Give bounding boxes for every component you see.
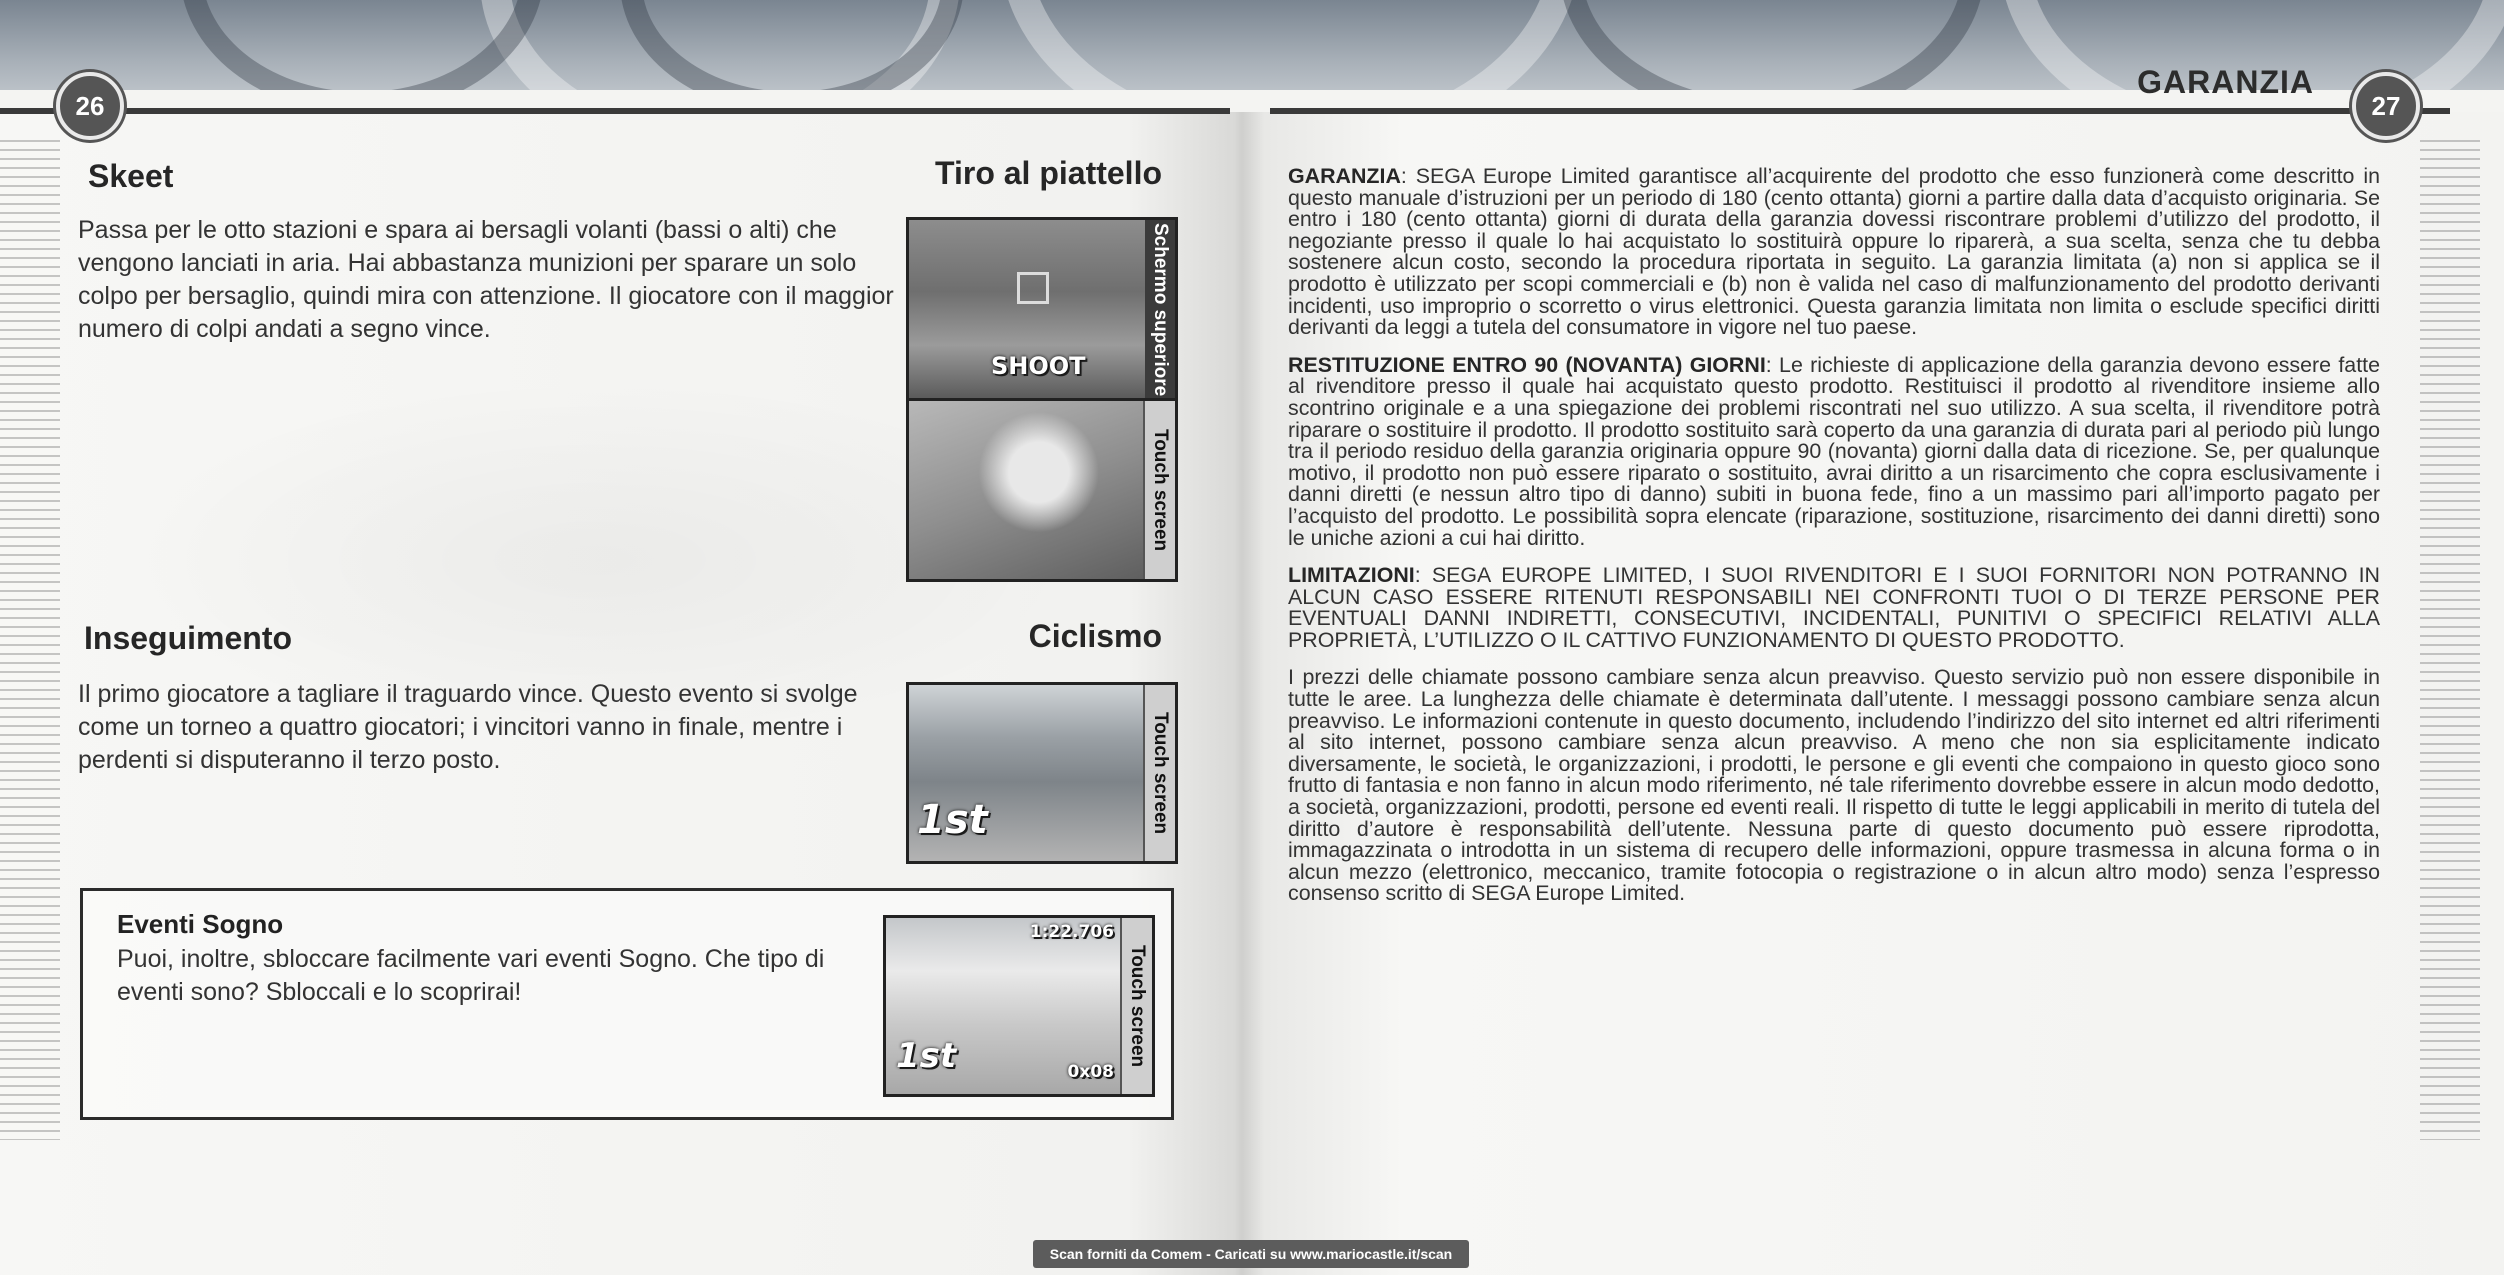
lead-garanzia: GARANZIA xyxy=(1288,164,1401,188)
position-overlay: 1st xyxy=(896,1036,957,1076)
lead-restituzione: RESTITUZIONE ENTRO 90 (NOVANTA) GIORNI xyxy=(1288,352,1766,377)
scan-credit-tag: Scan forniti da Comem - Caricati su www.mariocastle.it/scan xyxy=(1033,1240,1469,1268)
timer-readout: 1:22.706 xyxy=(1029,922,1114,942)
left-edge-stripes xyxy=(0,140,60,1140)
crosshair-icon xyxy=(1017,272,1049,304)
screenshot-skeet-bottom xyxy=(906,398,1178,582)
counter-readout: 0x08 xyxy=(1067,1062,1114,1082)
left-rule xyxy=(0,108,1230,114)
box-title: Eventi Sogno xyxy=(117,909,284,939)
paragraph-garanzia: GARANZIA: SEGA Europe Limited garantisce all’acquirente del prodotto che esso funzionerà come descritto in questo manuale d’istruzioni per un periodo di 180 (cento ottanta) giorni a partire dalla data d’acquisto originaria. Se entro i 180 (cento ottanta) giorni di durata della garanzia dovessi riscontrare problemi d’utilizzo del prodotto, il negoziante presso il quale lo hai acquistato lo sostituirà oppure lo riparerà, a sua scelta, senza che tu debba sostenere alcun costo, secondo la procedura riportata in seguito. La garanzia limitata (a) non si applica se il prodotto è utilizzato per scopi commerciali e (b) non è valida nel caso di malfunzionamento del prodotto derivanti incidenti, uso improprio o scorretto o virus elettronici. Questa garanzia limitata non limita o esclude specifici diritti derivanti da leggi a tutela del consumatore in vigore nel tuo paese. xyxy=(1288,164,2380,340)
page-header-title: GARANZIA xyxy=(2137,64,2314,100)
screenshot-jetski xyxy=(883,915,1155,1097)
paragraph-restituzione: RESTITUZIONE ENTRO 90 (NOVANTA) GIORNI: Le richieste di applicazione della garanzia devono essere fatte al rivenditore presso il quale hai acquistato questo prodotto. Restituisci il prodotto al rivenditore insieme allo scontrino originale e a una spiegazione dei problemi riscontrati nel suo utilizzo. A sua scelta, il rivenditore potrà riparare o sostituire il prodotto. Il prodotto sostituito sarà coperto da una garanzia di durata pari al periodo più lungo tra il periodo residuo della garanzia originaria oppure 90 (novanta) giorni dalla data di ricezione. Se, per qualunque motivo, il prodotto non può essere riparato o sostituito, avrai diritto a un risarcimento che copra esclusivamente i danni diretti (e nessun altro tipo di danno) subiti in buona fede, fino a un massimo pari all’importo pagato per l’acquisto del prodotto. Le possibilità sopra elencate (riparazione, sostituzione, risarcimento dei danni diretti) sono le uniche azioni a cui hai diritto. xyxy=(1288,352,2380,550)
game-screen xyxy=(909,401,1145,579)
touch-screen-label: Touch screen xyxy=(1143,401,1175,579)
screenshot-cycling xyxy=(906,682,1178,864)
touch-screen-label: Touch screen xyxy=(1143,685,1175,861)
section-title-skeet: Skeet xyxy=(88,158,174,194)
page-number-left: 26 xyxy=(56,72,124,140)
touch-screen-label: Touch screen xyxy=(1120,918,1152,1094)
top-screen-label: Schermo superiore xyxy=(1145,220,1175,399)
game-screen xyxy=(909,220,1145,399)
game-screen xyxy=(886,918,1122,1094)
eventi-sogno-box xyxy=(80,888,1174,1120)
section-title-tiro: Tiro al piattello xyxy=(935,155,1162,191)
paragraph-note: I prezzi delle chiamate possono cambiare senza alcun preavviso. Questo servizio può non essere disponibile in tutte le aree. La lunghezza delle chiamate è determinata dall’utente. I messaggi possono cambiare senza alcun preavviso. Le informazioni contenute in questo documento, includendo l’indirizzo del sito internet ed altri riferimenti al sito internet, possono cambiare senza alcun preavviso. A meno che non sia esplicitamente indicato diversamente, le società, le organizzazioni, i prodotti, le persone e gli eventi che compaiono in questo gioco sono frutto di fantasia e non fanno in alcun modo riferimento, né tale riferimento dovrebbe essere in alcun modo dedotto, a società, organizzazioni, prodotti, persone ed eventi reali. Il rispetto di tutte le leggi applicabili in merito di tutela del diritto d’autore è responsabilità dell’utente. Nessuna parte di questo documento può essere riprodotta, immagazzinata o introdotta in un sistema di recupero delle informazioni, oppure trasmessa in alcuna forma o in alcun mezzo (elettronico, meccanico, tramite fotocopia o registrazione o in alcun altro modo) senza l’espresso consenso scritto di SEGA Europe Limited. xyxy=(1288,665,2380,906)
skeet-description: Passa per le otto stazioni e spara ai bersagli volanti (bassi o alti) che vengono lanciati in aria. Hai abbastanza munizioni per sparare un solo colpo per bersaglio, quindi mira con attenzione. Il giocatore con il maggior numero di colpi andati a segno vince. xyxy=(78,216,894,343)
paragraph-limitazioni: LIMITAZIONI: SEGA EUROPE LIMITED, I SUOI RIVENDITORI E I SUOI FORNITORI NON POTRANNO IN ALCUN CASO ESSERE RITENUTI RESPONSABILI NEI CONFRONTI TUOI O DI TERZE PERSONE PER EVENTUALI DANNI INDIRETTI, CONSECUTIVI, INCIDENTALI, PUNITIVI O SPECIFICI RELATIVI ALLA PROPRIETÀ, L’UTILIZZO O IL CATTIVO FUNZIONAMENTO DI QUESTO PRODOTTO. xyxy=(1288,563,2380,652)
game-screen xyxy=(909,685,1145,861)
section-title-inseguimento: Inseguimento xyxy=(84,620,293,656)
shoot-overlay: SHOOT xyxy=(991,352,1086,380)
right-rule xyxy=(1270,108,2450,114)
right-edge-stripes xyxy=(2420,140,2480,1140)
lead-limitazioni: LIMITAZIONI xyxy=(1288,563,1415,588)
position-overlay: 1st xyxy=(917,797,988,843)
box-text: Puoi, inoltre, sbloccare facilmente vari eventi Sogno. Che tipo di eventi sono? Sbloccali e lo scoprirai! xyxy=(117,945,825,1006)
screenshot-skeet-top xyxy=(906,217,1178,402)
section-title-ciclismo: Ciclismo xyxy=(1028,618,1162,654)
page-number-right: 27 xyxy=(2352,72,2420,140)
inseguimento-description: Il primo giocatore a tagliare il traguardo vince. Questo evento si svolge come un torneo a quattro giocatori; i vincitori vanno in finale, mentre i perdenti si disputeranno il terzo posto. xyxy=(78,680,858,774)
warranty-text xyxy=(1288,166,2380,921)
